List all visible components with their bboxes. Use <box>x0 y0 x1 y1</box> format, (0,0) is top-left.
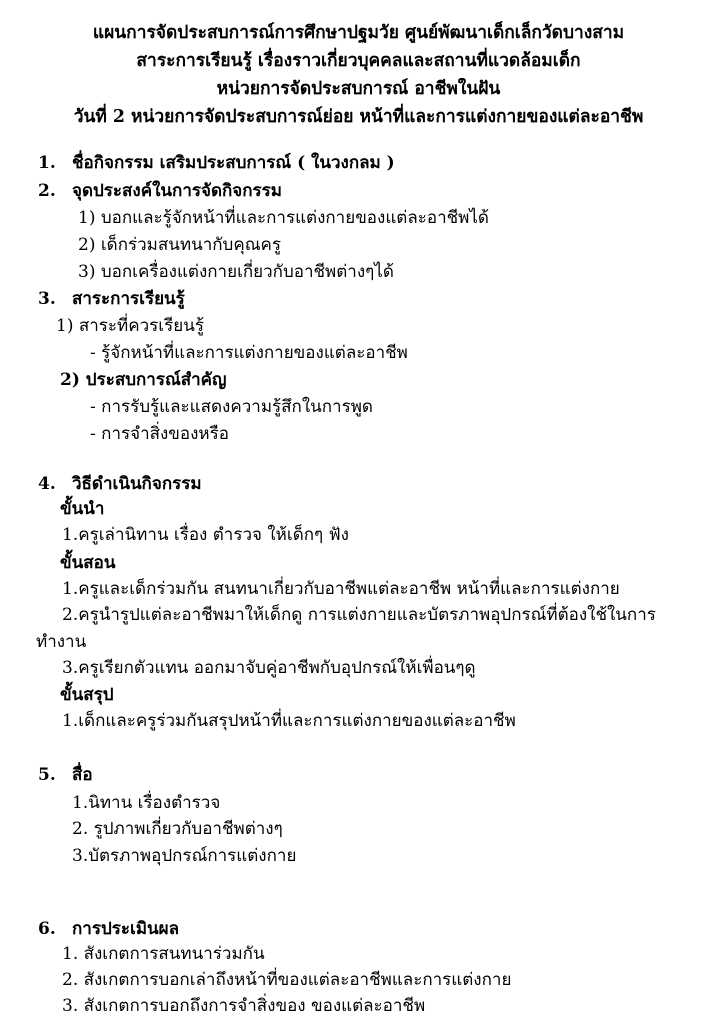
section-5-heading <box>38 764 93 786</box>
teaching-step-item: 2.ครูนำรูปแต่ละอาชีพมาให้เด็กดู การแต่งกายและบัตรภาพอุปกรณ์ที่ต้องใช้ในการ <box>62 605 656 625</box>
section-6-number: 6. <box>38 919 56 939</box>
evaluation-item: 1. สังเกตการสนทนาร่วมกัน <box>62 944 265 964</box>
header-line-4: วันที่ 2 หน่วยการจัดประสบการณ์ย่อย หน้าที่และการแต่งกายของแต่ละอาชีพ <box>73 107 644 127</box>
section-1-number: 1. <box>38 153 56 173</box>
section-6-heading <box>38 918 179 940</box>
section-2-number: 2. <box>38 181 56 201</box>
objective-item: 2) เด็กร่วมสนทนากับคุณครู <box>78 235 281 255</box>
teaching-step-item: 1.ครูและเด็กร่วมกัน สนทนาเกี่ยวกับอาชีพแต่ละอาชีพ หน้าที่และการแต่งกาย <box>62 579 620 599</box>
section-3-title: สาระการเรียนรู้ <box>72 289 185 309</box>
summary-step-item: 1.เด็กและครูร่วมกันสรุปหน้าที่และการแต่งกายของแต่ละอาชีพ <box>62 711 516 731</box>
teaching-step-item-continuation: ทำงาน <box>36 632 87 652</box>
header-line-1: แผนการจัดประสบการณ์การศึกษาปฐมวัย ศูนย์พัฒนาเด็กเล็กวัดบางสาม <box>92 23 625 43</box>
header-line-2: สาระการเรียนรู้ เรื่องราวเกี่ยวบุคคลและสถานที่แวดล้อมเด็ก <box>136 51 581 71</box>
experience-item: - การจำสิ่งของหรือ <box>90 424 229 444</box>
section-2-heading <box>38 180 282 202</box>
media-item: 1.นิทาน เรื่องตำรวจ <box>72 793 221 813</box>
section-3-heading <box>38 288 185 310</box>
objective-item: 1) บอกและรู้จักหน้าที่และการแต่งกายของแต่ละอาชีพได้ <box>78 208 489 228</box>
media-item: 3.บัตรภาพอุปกรณ์การแต่งกาย <box>72 846 297 866</box>
section-5-number: 5. <box>38 765 56 785</box>
experience-item: - การรับรู้และแสดงความรู้สึกในการพูด <box>90 397 373 417</box>
media-item: 2. รูปภาพเกี่ยวกับอาชีพต่างๆ <box>72 819 283 839</box>
teaching-stage-label: ขั้นสอน <box>60 553 116 573</box>
teaching-step-item: 3.ครูเรียกตัวแทน ออกมาจับคู่อาชีพกับอุปกรณ์ให้เพื่อนๆดู <box>62 658 476 678</box>
learning-subheading-2: 2) ประสบการณ์สำคัญ <box>60 370 227 390</box>
section-1-heading <box>38 152 395 174</box>
evaluation-item: 2. สังเกตการบอกเล่าถึงหน้าที่ของแต่ละอาชีพและการแต่งกาย <box>62 970 512 990</box>
section-4-heading <box>38 473 202 495</box>
header-line-3: หน่วยการจัดประสบการณ์ อาชีพในฝัน <box>216 79 501 99</box>
section-6-title: การประเมินผล <box>72 919 180 939</box>
section-5-title: สื่อ <box>72 765 93 785</box>
section-4-number: 4. <box>38 474 56 494</box>
intro-step-item: 1.ครูเล่านิทาน เรื่อง ตำรวจ ให้เด็กๆ ฟัง <box>62 525 349 545</box>
section-3-number: 3. <box>38 289 56 309</box>
intro-stage-label: ขั้นนำ <box>60 499 105 519</box>
learning-subheading-1: 1) สาระที่ควรเรียนรู้ <box>56 316 204 336</box>
objective-item: 3) บอกเครื่องแต่งกายเกี่ยวกับอาชีพต่างๆได้ <box>78 262 394 282</box>
learning-item: - รู้จักหน้าที่และการแต่งกายของแต่ละอาชีพ <box>90 343 408 363</box>
summary-stage-label: ขั้นสรุป <box>60 685 114 705</box>
section-4-title: วิธีดำเนินกิจกรรม <box>72 474 202 494</box>
evaluation-item: 3. สังเกตการบอกถึงการจำสิ่งของ ของแต่ละอาชีพ <box>62 996 426 1016</box>
section-1-title: ชื่อกิจกรรม เสริมประสบการณ์ ( ในวงกลม ) <box>72 153 395 173</box>
section-2-title: จุดประสงค์ในการจัดกิจกรรม <box>72 181 283 201</box>
